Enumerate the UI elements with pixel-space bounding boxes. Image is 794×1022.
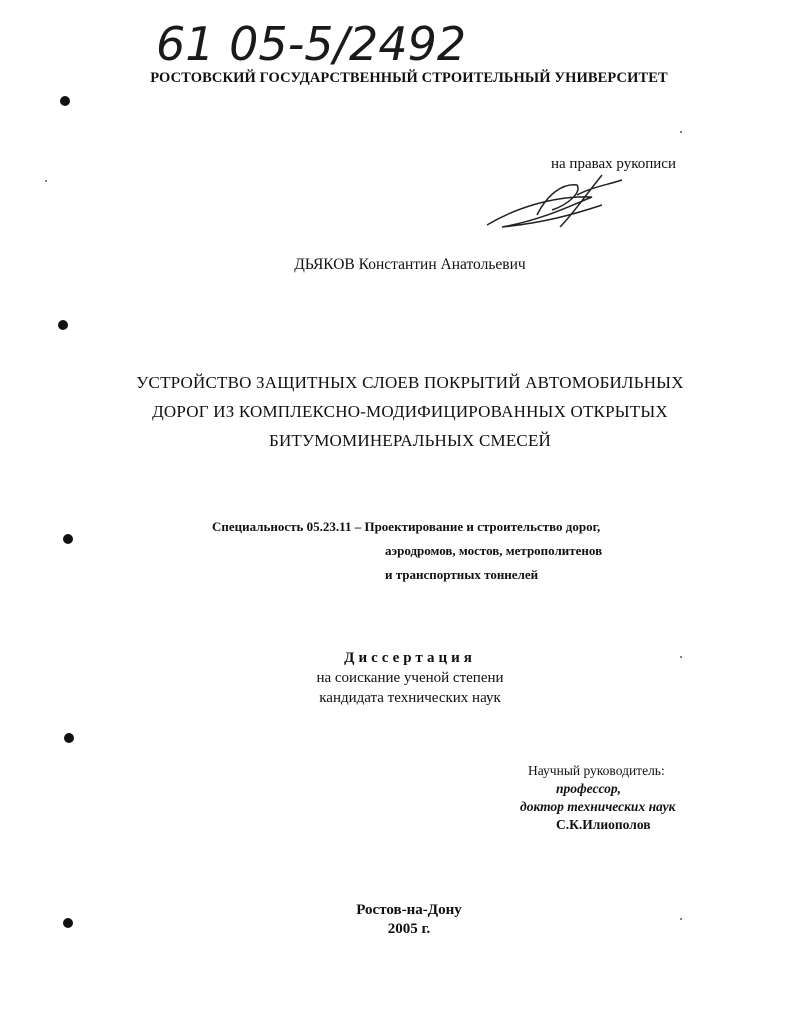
- specialty-line: аэродромов, мостов, метрополитенов: [385, 543, 603, 558]
- supervisor-block: [520, 762, 720, 834]
- specialty-line: и транспортных тоннелей: [385, 567, 539, 582]
- scan-speck: [680, 656, 682, 658]
- supervisor-title: профессор,: [556, 781, 622, 796]
- scan-mark: [58, 320, 68, 330]
- scan-speck: [45, 180, 47, 182]
- title-line: ДОРОГ ИЗ КОМПЛЕКСНО-МОДИФИЦИРОВАННЫХ ОТКРЫТЫХ: [152, 402, 668, 421]
- title-line: УСТРОЙСТВО ЗАЩИТНЫХ СЛОЕВ ПОКРЫТИЙ АВТОМОБИЛЬНЫХ: [136, 373, 684, 392]
- university-name: РОСТОВСКИЙ ГОСУДАРСТВЕННЫЙ СТРОИТЕЛЬНЫЙ УНИВЕРСИТЕТ: [150, 70, 668, 86]
- handwritten-number-text: 61 05-5/2492: [156, 17, 467, 71]
- city: Ростов-на-Дону: [356, 902, 462, 918]
- scan-mark: [60, 96, 70, 106]
- specialty-line: Специальность 05.23.11 – Проектирование и строительство дорог,: [212, 519, 601, 534]
- year: 2005 г.: [387, 921, 431, 937]
- specialty-block: [212, 515, 672, 587]
- author-name: ДЬЯКОВ Константин Анатольевич: [294, 256, 526, 273]
- title-line: БИТУМОМИНЕРАЛЬНЫХ СМЕСЕЙ: [268, 431, 552, 450]
- manuscript-note: на правах рукописи: [551, 156, 676, 172]
- footer-block: [0, 901, 794, 939]
- supervisor-label: Научный руководитель:: [528, 763, 665, 778]
- supervisor-name: С.К.Илиополов: [556, 817, 651, 832]
- dissertation-line: кандидата технических наук: [319, 690, 501, 706]
- scan-speck: [680, 918, 682, 920]
- author-signature: [482, 165, 642, 240]
- dissertation-block: [0, 648, 794, 708]
- scan-mark: [63, 534, 73, 544]
- dissertation-heading: Диссертация: [344, 650, 476, 666]
- scan-mark: [64, 733, 74, 743]
- scan-speck: [680, 131, 682, 133]
- handwritten-archive-number: [150, 10, 510, 74]
- dissertation-title: [100, 368, 720, 455]
- scan-mark: [63, 918, 73, 928]
- dissertation-line: на соискание ученой степени: [316, 670, 504, 686]
- supervisor-degree: доктор технических наук: [520, 799, 676, 814]
